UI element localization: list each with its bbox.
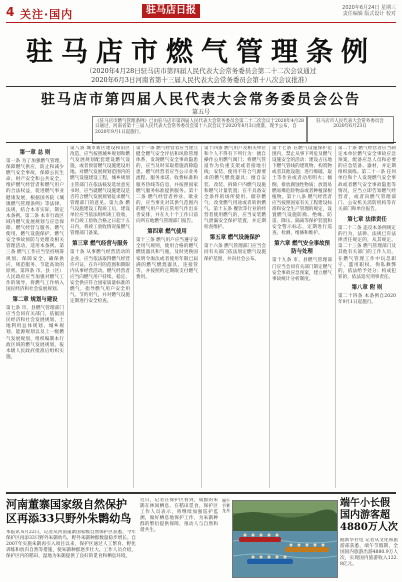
photo-caption: 端午节赛龙舟 <box>222 498 230 513</box>
article-text: 第十条 从事燃气经营活动的企业，应当依法取得燃气经营许可证，在许可的范围和期限内从事经营活动。燃气经营者应当向燃气用户持续、稳定、安全供应符合国家质量标准的燃气，指导燃气用户安全用气、节约用气，并对燃气设施定期进行安全检查。 <box>70 250 130 305</box>
news-text-holiday-travel: 据新华社电 记者从文化和旅游部获悉，端午节假期，全国国内旅游出游4880.9万人次，实现国内旅游收入122.8亿元。 <box>340 538 398 568</box>
news-text-continued: 近日，记者在保护区看到，成群的朱鹮在林间栖息、在稻田觅食。保护区工作人员表示，将继续加强巡护监测，做好栖息地保护工作，为朱鹮种群的繁衍提供保障，推动人与自然和谐共生。 <box>140 498 218 534</box>
column-rule <box>201 146 202 488</box>
main-headline: 驻马店市燃气管理条例 <box>26 37 376 68</box>
article-text: 第二十条 燃气经营者应当制定本单位燃气安全事故应急预案，配备应急人员和必要的应急装备、器材，并定期组织演练。第二十一条 任何单位和个人发现燃气安全事故或者燃气安全事故隐患等情况，应当立即告知燃气经营者，或者向燃气管理部门、公安机关消防机构等有关部门和单位报告。 <box>338 146 396 212</box>
adoption-note-2: 2020年6月3日河南省第十三届人民代表大会常务委员会第十八次会议批准） <box>91 76 311 84</box>
column-rule <box>335 146 336 488</box>
page-number: 4 <box>6 5 15 19</box>
section-divider <box>6 492 396 494</box>
divider <box>6 86 396 87</box>
article-column-2 <box>70 146 130 488</box>
article-text: 第十六条 燃气管理部门应当会同有关部门依法划定燃气设施保护范围，并向社会公布。 <box>204 244 266 262</box>
dragon-boat-image <box>233 501 337 577</box>
article-text: 第十九条 市、县燃气管理部门应当会同有关部门制定燃气安全事故应急预案，建立燃气事故统计分析制度。 <box>272 258 332 282</box>
article-text: 第十七条 在燃气设施保护范围内，禁止从事下列危及燃气设施安全的活动：建设占压地下燃气管线的建筑物、构筑物或者其他设施；进行爆破、取土等作业或者动用明火；倾倒、排放腐蚀性物质；放置易燃易爆危险物品或者种植深根植物。第十八条 燃气经营者应当按照国家有关工程建设标准和安全生产管理的规定，设置燃气设施防腐、绝缘、防雷、降压、隔离等保护装置和安全警示标志，定期进行巡查、检测、维修和维护。 <box>272 146 332 237</box>
article-text: 第二十二条 违反本条例规定的行为，法律、法规已有法律责任规定的，从其规定。第二十三条 燃气管理部门及其他有关部门的工作人员，在燃气管理工作中玩忽职守、滥用职权、徇私舞弊的，依法给予处分；构成犯罪的，依法追究刑事责任。 <box>338 226 396 280</box>
header-date: 2020年6月24日 星期三 <box>342 5 396 11</box>
page-header <box>6 4 396 23</box>
header-editors: 责任编辑 版式设计 校对 <box>342 11 396 17</box>
news-headline-nature-reserve: 河南董寨国家级自然保护区再添33只野外朱鹮幼鸟 <box>6 498 132 525</box>
announcement-body: 《驻马店市燃气管理条例》已由驻马店市第四届人民代表大会常务委员会第二十二次会议于2020年4月28日通过，河南省第十三届人民代表大会常务委员会第十八次会议于2020年6月3日批准，现予公布，自2020年9月1日起施行。 <box>92 116 308 144</box>
announcement-number: 第五号 <box>191 109 210 116</box>
article-text: 第八条 城市新区建设和旧区改造，应当按照城乡规划和燃气发展规划配套建设燃气设施，或者预留燃气设施建设用地。对燃气发展规划范围内的燃气设施建设工程，城乡规划主管部门在依法核发选址意见书时，应当就燃气设施建设是否符合燃气发展规划征求燃气管理部门的意见。第九条 燃气设施建设工程竣工后，建设单位应当依法组织竣工验收，并自竣工验收合格之日起十五日内，将竣工验收情况报燃气管理部门备案。 <box>70 146 130 237</box>
announcement-signature-box <box>306 116 394 144</box>
column-rule <box>269 146 270 488</box>
section-name: 关注·国内 <box>20 8 74 21</box>
chapter-heading: 第一章 总 则 <box>19 150 51 156</box>
header-meta <box>276 5 396 17</box>
dragon-boat-photo <box>232 500 338 578</box>
divider <box>6 142 396 143</box>
chapter-heading: 第五章 燃气设施保护 <box>209 235 261 242</box>
column-rule <box>67 146 68 488</box>
news-text-nature-reserve: 本报讯 6月22日，记者从河南董寨国家级自然保护区获悉，今年保护区再添33只野外朱鹮幼鸟，野外朱鹮种群数量稳步增长。自2007年实施朱鹮再引入项目以来，保护区通过人工繁育、野化训练和放归自然等措施，使朱鹮种群逐步壮大。工作人员介绍，保护区内的稻田、湿地为朱鹮提供了良好的觅食和栖息环境。 <box>6 530 136 560</box>
article-text: 第十四条 燃气用户及相关单位和个人不得有下列行为：擅自操作公用燃气阀门；将燃气管道作为负重支架或者接地引线；安装、使用不符合气源要求的燃气燃烧器具；擅自安装、改装、拆除户内燃气设施和燃气计量装置；在不具备安全条件的场所使用、储存燃气；改变燃气用途或者转供燃气。第十五条 餐饮等行业的经营者使用燃气的，应当安装燃气泄漏安全保护装置，并定期检查维护。 <box>204 146 266 231</box>
article-column-3 <box>136 146 198 488</box>
article-column-1 <box>6 146 64 488</box>
chapter-heading: 第三章 燃气经营与服务 <box>72 241 128 248</box>
announcement-title: 驻马店市第四届人民代表大会常务委员会公告 <box>41 92 361 108</box>
chapter-heading: 第八章 附 则 <box>351 284 383 291</box>
article-text: 第十三条 燃气用户应当遵守安全用气规则，使用合格的燃气燃烧器具和气瓶，及时更换国家明令淘汰或者使用年限已届满的燃气燃烧器具、连接管等，并按照约定期限支付燃气费用。 <box>136 238 198 280</box>
article-column-4 <box>204 146 266 488</box>
article-column-5 <box>272 146 332 488</box>
article-column-6 <box>338 146 396 488</box>
chapter-heading: 第二章 规划与建设 <box>12 297 58 304</box>
chapter-heading: 第四章 燃气使用 <box>147 229 187 236</box>
masthead-logo: 驻马店日报 <box>142 4 200 18</box>
adoption-note-1: （2020年4月28日驻马店市第四届人民代表大会常务委员会第二十二次会议通过 <box>85 67 317 75</box>
article-text: 第七条 市、县燃气管理部门应当会同有关部门，依据国民经济和社会发展规划、土地利用总体规划、城乡规划、能源规划以及上一级燃气发展规划，组织编制本行政区域的燃气发展规划，报本级人民政府批准后组织实施。 <box>6 306 64 360</box>
article-text: 第十一条 燃气经营者应当建立健全燃气安全评估和风险管理体系，发现燃气安全事故隐患的，应当及时采取措施消除隐患。燃气经营者应当公示业务流程、服务承诺、收费标准和服务热线等信息，并按照国家燃气服务标准提供服务。第十二条 燃气经营者停业、歇业的，应当事先对其供气范围内的燃气用户的正常用气作出妥善安排，并在九十个工作日前向所在地燃气管理部门报告。 <box>136 146 198 225</box>
announcement-signature: 驻马店市人民代表大会常务委员会 <box>316 119 384 124</box>
chapter-heading: 第七章 法律责任 <box>347 217 387 224</box>
chapter-heading: 第六章 燃气安全事故预防与处理 <box>274 241 330 256</box>
article-text: 第二十四条 本条例自2020年9月1日起施行。 <box>338 293 396 305</box>
column-rule <box>133 146 134 488</box>
announcement-date: 2020年6月23日 <box>333 124 367 130</box>
news-headline-holiday-travel: 端午小长假国内游客超4880万人次 <box>340 498 398 533</box>
article-text: 第一条 为了加强燃气管理，保障燃气供应，防止和减少燃气安全事故，保障公民生命、财产安全和公共安全，维护燃气经营者和燃气用户的合法权益，促进燃气事业健康发展，根据国务院《城镇燃气管理条例》等法律、法规，结合本市实际，制定本条例。第二条 本市行政区域内燃气发展规划与应急保障、燃气经营与服务、燃气使用、燃气设施保护、燃气安全事故预防与处理及相关管理活动，适用本条例。第三条 燃气工作应当坚持统筹规划、保障安全、确保供应、规范服务、节能高效的原则。第四条 市、县（区）人民政府应当加强对燃气工作的领导，将燃气工作纳入国民经济和社会发展规划。 <box>6 159 64 292</box>
